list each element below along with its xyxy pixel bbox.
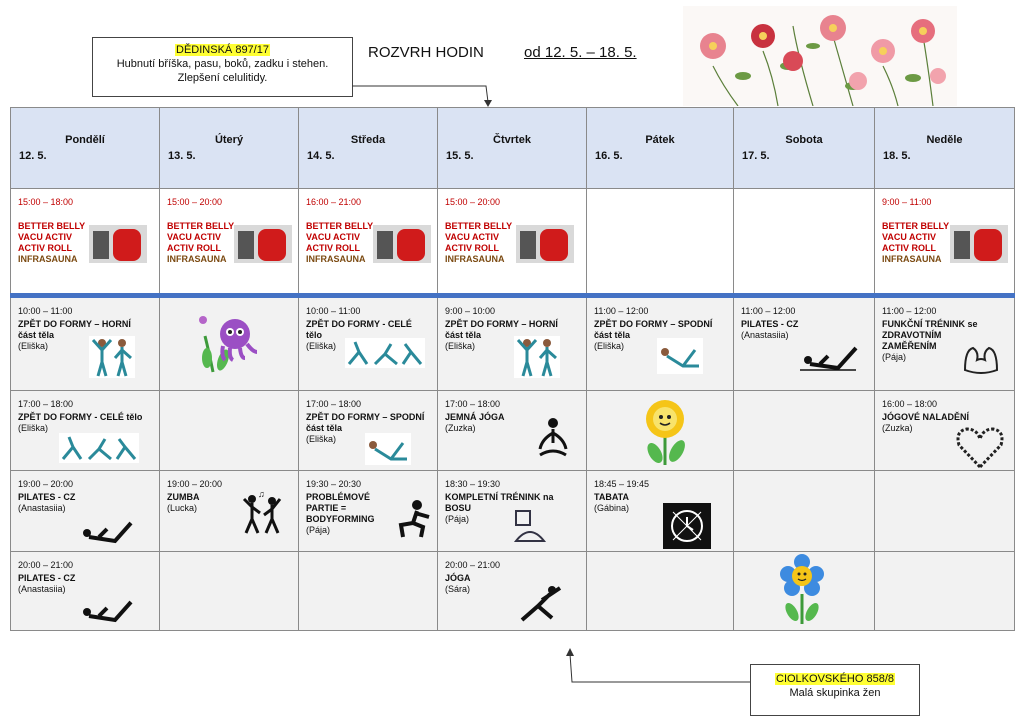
- class-row-2: [11, 296, 1015, 391]
- day-name: Pondělí: [65, 134, 105, 146]
- class-name: PILATES - CZ: [741, 319, 799, 329]
- day-name: Středa: [350, 134, 386, 146]
- day-name: Pátek: [645, 134, 675, 146]
- vacu-machine-icon: [950, 225, 1008, 263]
- class-name: JÓGA: [445, 573, 471, 583]
- studio-cell-wed: [299, 189, 438, 296]
- day-date: 17. 5.: [742, 150, 770, 162]
- class-cell: [438, 296, 587, 391]
- class-name: ZPĚT DO FORMY – SPODNÍ: [594, 319, 713, 329]
- location-note-dedinska: [92, 37, 353, 97]
- class-name: část těla: [18, 330, 55, 340]
- schedule-title: ROZVRH HODIN: [368, 44, 484, 61]
- purple-octopus-flower-icon: [195, 312, 265, 374]
- class-cell: [160, 471, 299, 552]
- day-header-wed: [299, 108, 438, 189]
- class-name: TABATA: [594, 492, 629, 502]
- service-label: VACU ACTIV: [882, 232, 936, 242]
- arrow-top: [350, 80, 500, 110]
- class-instructor: (Eliška): [445, 341, 476, 351]
- heart-icon: [955, 425, 1005, 469]
- studio-cell-fri: [587, 189, 734, 296]
- note-line-1: Malá skupinka žen: [789, 687, 881, 699]
- class-cell: [734, 296, 875, 391]
- day-date: 12. 5.: [19, 150, 47, 162]
- class-time: 18:30 – 19:30: [445, 479, 501, 489]
- class-time: 19:00 – 20:00: [18, 479, 74, 489]
- class-cell: [299, 296, 438, 391]
- class-time: 17:00 – 18:00: [306, 399, 362, 409]
- day-name: Úterý: [214, 134, 244, 146]
- class-instructor: (Eliška): [594, 341, 625, 351]
- class-cell-empty: [875, 471, 1015, 552]
- studio-cell-thu: [438, 189, 587, 296]
- class-time: 20:00 – 21:00: [18, 560, 74, 570]
- class-cell: [11, 471, 160, 552]
- studio-time: 9:00 – 11:00: [882, 197, 932, 207]
- day-date: 14. 5.: [307, 150, 335, 162]
- class-instructor: (Lucka): [167, 503, 198, 513]
- service-label: INFRASAUNA: [167, 254, 227, 264]
- class-name: ZPĚT DO FORMY – HORNÍ: [18, 319, 131, 329]
- class-name: BODYFORMING: [306, 514, 375, 524]
- day-name: Neděle: [926, 134, 963, 146]
- address-ciolkovskeho: CIOLKOVSKÉHO 858/8: [776, 673, 894, 685]
- lower-body-exercise-icon: [365, 433, 411, 465]
- day-name: Sobota: [785, 134, 823, 146]
- day-header-thu: [438, 108, 587, 189]
- tabata-timer-icon: [663, 503, 711, 549]
- class-instructor: (Anastasiia): [18, 584, 66, 594]
- service-label: INFRASAUNA: [306, 254, 366, 264]
- class-cell: [438, 391, 587, 471]
- class-cell-empty: [299, 552, 438, 631]
- class-time: 19:30 – 20:30: [306, 479, 362, 489]
- class-cell: [438, 471, 587, 552]
- service-label: INFRASAUNA: [882, 254, 942, 264]
- class-cell: [299, 471, 438, 552]
- class-instructor: (Anastasiia): [741, 330, 789, 340]
- pilates-icon: [77, 596, 135, 624]
- service-label: BETTER BELLY: [18, 221, 86, 231]
- day-date: 16. 5.: [595, 150, 623, 162]
- studio-cell-sun: [875, 189, 1015, 296]
- day-date: 18. 5.: [883, 150, 911, 162]
- day-header-row: [11, 108, 1015, 189]
- class-cell-empty: [734, 552, 875, 631]
- svg-text:♫: ♫: [258, 489, 265, 499]
- class-instructor: (Pája): [445, 514, 470, 524]
- class-name: část těla: [594, 330, 631, 340]
- class-name: ZAMĚŘENÍM: [882, 341, 937, 351]
- service-label: ACTIV ROLL: [18, 243, 72, 253]
- squat-icon: [395, 499, 431, 539]
- class-cell-empty: [160, 552, 299, 631]
- class-cell-empty: [875, 552, 1015, 631]
- full-body-exercise-icon: [59, 433, 139, 463]
- class-name: ZPĚT DO FORMY - CELÉ tělo: [18, 412, 143, 422]
- service-label: VACU ACTIV: [445, 232, 499, 242]
- class-time: 9:00 – 10:00: [445, 306, 496, 316]
- class-cell: [299, 391, 438, 471]
- class-cell: [11, 391, 160, 471]
- studio-time: 15:00 – 18:00: [18, 197, 74, 207]
- class-cell: [11, 552, 160, 631]
- service-label: VACU ACTIV: [306, 232, 360, 242]
- class-name: ZUMBA: [167, 492, 200, 502]
- class-instructor: (Eliška): [306, 341, 337, 351]
- day-header-tue: [160, 108, 299, 189]
- service-label: ACTIV ROLL: [882, 243, 936, 253]
- studio-cell-tue: [160, 189, 299, 296]
- studio-time: 15:00 – 20:00: [167, 197, 223, 207]
- class-instructor: (Anastasiia): [18, 503, 66, 513]
- class-cell: [587, 296, 734, 391]
- dancing-couple-icon: [240, 489, 286, 535]
- class-name: ZPĚT DO FORMY – SPODNÍ: [306, 412, 425, 422]
- class-time: 10:00 – 11:00: [18, 306, 73, 316]
- class-name: JEMNÁ JÓGA: [445, 412, 505, 422]
- class-instructor: (Pája): [882, 352, 907, 362]
- class-instructor: (Eliška): [18, 423, 49, 433]
- class-time: 20:00 – 21:00: [445, 560, 501, 570]
- class-time: 18:45 – 19:45: [594, 479, 650, 489]
- class-cell-empty: [160, 391, 299, 471]
- smiling-blue-flower-icon: [778, 554, 826, 626]
- class-row-5: [11, 552, 1015, 631]
- lower-body-exercise-icon: [657, 338, 703, 374]
- class-cell: [875, 391, 1015, 471]
- class-name: PROBLÉMOVÉ: [306, 492, 371, 502]
- service-label: BETTER BELLY: [445, 221, 513, 231]
- class-instructor: (Eliška): [18, 341, 49, 351]
- pilates-icon: [798, 342, 860, 372]
- class-name: JÓGOVÉ NALADĚNÍ: [882, 412, 970, 422]
- smiling-sunflower-icon: [635, 395, 697, 467]
- schedule-dates: od 12. 5. – 18. 5.: [524, 44, 637, 61]
- location-note-ciolkovskeho: [750, 664, 920, 716]
- day-header-mon: [11, 108, 160, 189]
- class-cell-empty: [160, 296, 299, 391]
- class-name: část těla: [306, 423, 343, 433]
- day-header-sun: [875, 108, 1015, 189]
- service-label: BETTER BELLY: [306, 221, 374, 231]
- class-time: 11:00 – 12:00: [882, 306, 937, 316]
- vacu-machine-icon: [516, 225, 574, 263]
- service-label: INFRASAUNA: [18, 254, 78, 264]
- class-time: 11:00 – 12:00: [741, 306, 796, 316]
- pilates-icon: [77, 517, 135, 545]
- service-label: ACTIV ROLL: [167, 243, 221, 253]
- class-instructor: (Zuzka): [445, 423, 476, 433]
- class-instructor: (Zuzka): [882, 423, 913, 433]
- day-date: 15. 5.: [446, 150, 474, 162]
- class-time: 16:00 – 18:00: [882, 399, 938, 409]
- arrow-bottom: [560, 640, 760, 700]
- muscle-arm-icon: [961, 342, 1001, 376]
- service-label: INFRASAUNA: [445, 254, 505, 264]
- studio-time: 16:00 – 21:00: [306, 197, 362, 207]
- schedule-table: [10, 107, 1015, 631]
- day-header-fri: [587, 108, 734, 189]
- yoga-pose-icon: [512, 584, 562, 624]
- upper-body-exercise-icon: [514, 336, 560, 378]
- class-time: 10:00 – 11:00: [306, 306, 361, 316]
- service-label: BETTER BELLY: [167, 221, 235, 231]
- service-label: VACU ACTIV: [18, 232, 72, 242]
- studio-cell-mon: [11, 189, 160, 296]
- class-instructor: (Sára): [445, 584, 471, 594]
- class-name: PILATES - CZ: [18, 573, 76, 583]
- class-row-4: [11, 471, 1015, 552]
- class-name: FUNKČNÍ TRÉNINK se: [882, 319, 978, 329]
- full-body-exercise-icon: [345, 338, 425, 368]
- vacu-machine-icon: [89, 225, 147, 263]
- class-instructor: (Gábina): [594, 503, 630, 513]
- class-row-3: [11, 391, 1015, 471]
- studio-cell-sat: [734, 189, 875, 296]
- class-cell: [11, 296, 160, 391]
- class-name: část těla: [445, 330, 482, 340]
- class-cell: [875, 296, 1015, 391]
- service-label: BETTER BELLY: [882, 221, 950, 231]
- class-cell-empty: [734, 471, 875, 552]
- class-time: 17:00 – 18:00: [445, 399, 501, 409]
- bosu-trainer-icon: [512, 507, 548, 543]
- class-cell-empty: [587, 552, 734, 631]
- class-name: BOSU: [445, 503, 472, 513]
- class-time: 17:00 – 18:00: [18, 399, 74, 409]
- class-cell: [438, 552, 587, 631]
- studio-services-row: [11, 189, 1015, 296]
- yoga-meditation-icon: [536, 417, 570, 461]
- upper-body-exercise-icon: [89, 336, 135, 378]
- class-cell-empty: [734, 391, 875, 471]
- class-name: PILATES - CZ: [18, 492, 76, 502]
- note-line-1: Hubnutí bříška, pasu, boků, zadku i stehen.: [116, 58, 329, 70]
- class-time: 11:00 – 12:00: [594, 306, 649, 316]
- vacu-machine-icon: [234, 225, 292, 263]
- service-label: ACTIV ROLL: [306, 243, 360, 253]
- class-name: KOMPLETNÍ TRÉNINK na: [445, 492, 554, 502]
- class-name: PARTIE =: [306, 503, 347, 513]
- day-header-sat: [734, 108, 875, 189]
- class-instructor: (Pája): [306, 525, 331, 535]
- vacu-machine-icon: [373, 225, 431, 263]
- address-dedinska: DĚDINSKÁ 897/17: [176, 44, 269, 56]
- service-label: VACU ACTIV: [167, 232, 221, 242]
- class-name: ZPĚT DO FORMY – HORNÍ: [445, 319, 558, 329]
- class-name: ZPĚT DO FORMY - CELÉ: [306, 319, 412, 329]
- day-name: Čtvrtek: [493, 134, 531, 146]
- class-time: 19:00 – 20:00: [167, 479, 223, 489]
- roses-decoration: [683, 6, 957, 106]
- class-cell: [587, 471, 734, 552]
- service-label: ACTIV ROLL: [445, 243, 499, 253]
- note-line-2: Zlepšení celulitidy.: [177, 72, 268, 84]
- class-name: tělo: [306, 330, 323, 340]
- class-instructor: (Eliška): [306, 434, 337, 444]
- class-cell-empty: [587, 391, 734, 471]
- studio-time: 15:00 – 20:00: [445, 197, 501, 207]
- class-name: ZDRAVOTNÍM: [882, 330, 942, 340]
- day-date: 13. 5.: [168, 150, 196, 162]
